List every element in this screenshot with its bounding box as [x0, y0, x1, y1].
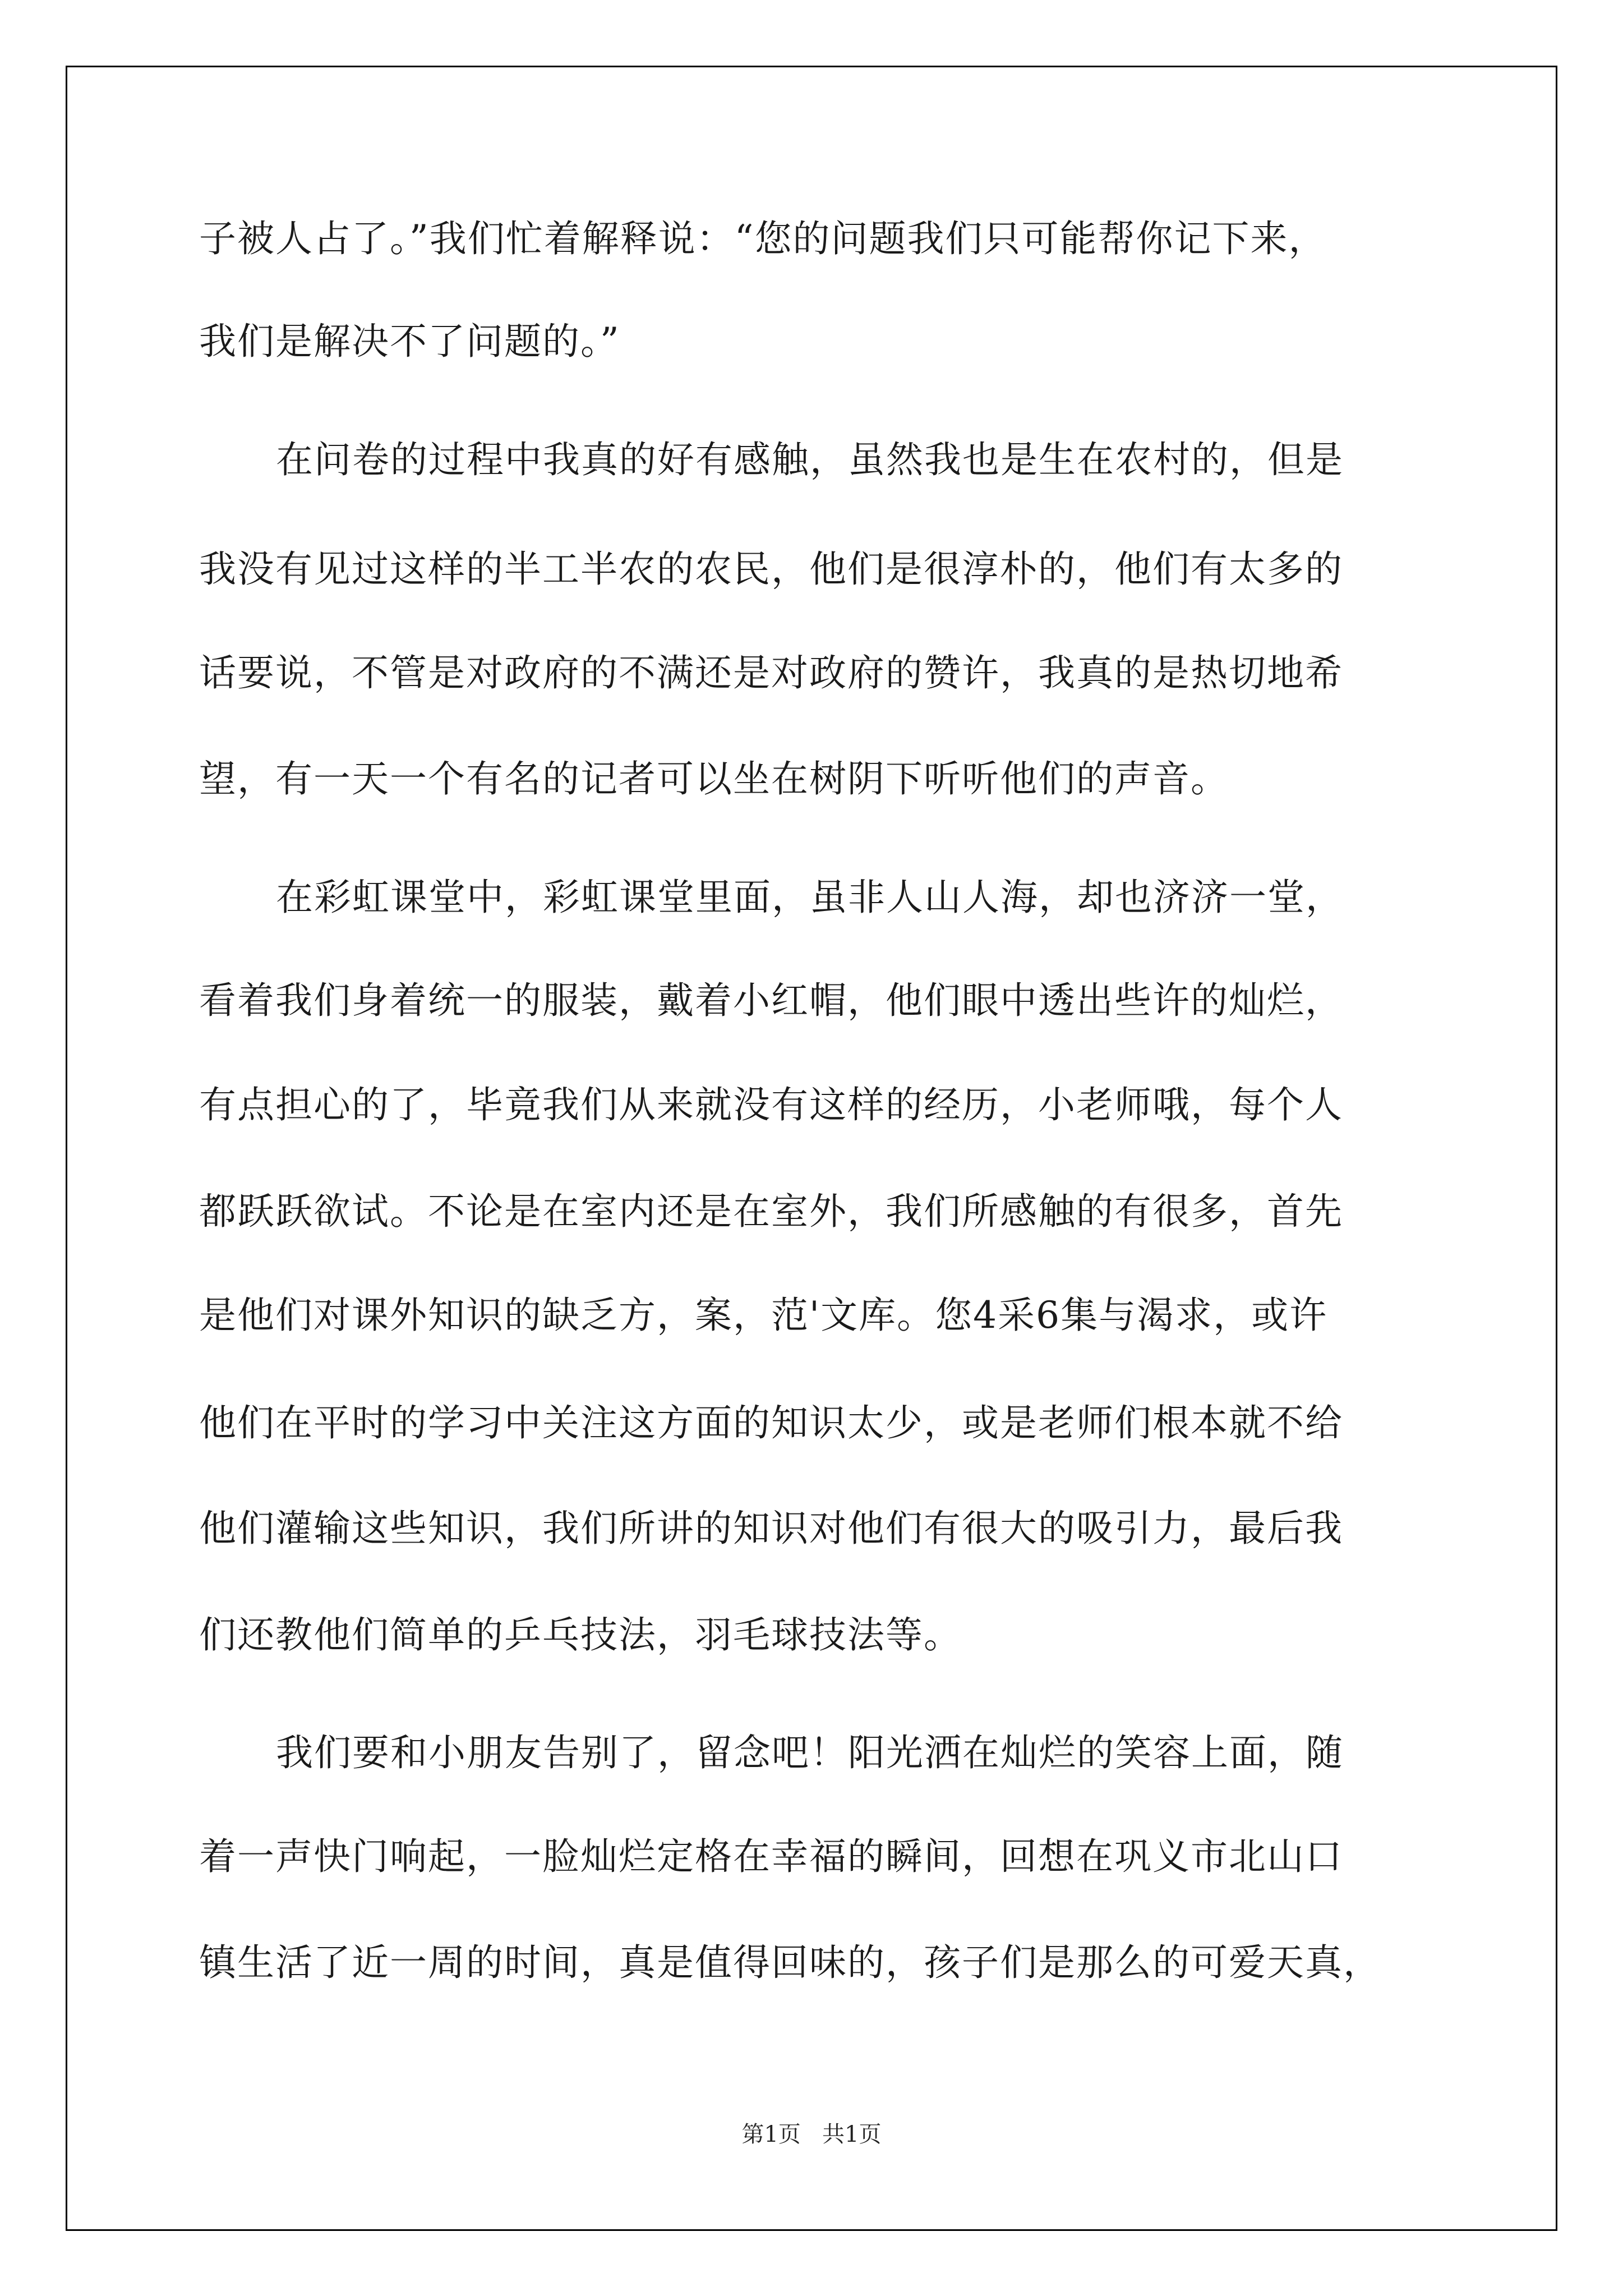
text-line: 望，有一天一个有名的记者可以坐在树阴下听听他们的声音。 — [199, 757, 1229, 800]
text-line: 看着我们身着统一的服装，戴着小红帽，他们眼中透出些许的灿烂， — [199, 979, 1343, 1022]
text-line: 都跃跃欲试。不论是在室内还是在室外，我们所感触的有很多，首先 — [199, 1190, 1343, 1233]
text-line: 有点担心的了，毕竟我们从来就没有这样的经历，小老师哦，每个人 — [199, 1083, 1343, 1126]
text-line: 在彩虹课堂中，彩虹课堂里面，虽非人山人海，却也济济一堂， — [276, 876, 1344, 919]
text-line: 镇生活了近一周的时间，真是值得回味的，孩子们是那么的可爱天真， — [199, 1941, 1381, 1984]
text-line: 着一声快门响起，一脸灿烂定格在幸福的瞬间，回想在巩义市北山口 — [199, 1835, 1343, 1878]
page-footer: 第1页 共1页 — [741, 2122, 882, 2147]
text-line: 他们灌输这些知识，我们所讲的知识对他们有很大的吸引力，最后我 — [199, 1507, 1343, 1550]
text-line: 子被人占了。”我们忙着解释说：“您的问题我们只可能帮你记下来， — [199, 217, 1327, 260]
text-line: 我没有见过这样的半工半农的农民，他们是很淳朴的，他们有太多的 — [199, 547, 1343, 591]
text-line: 我们要和小朋友告别了，留念吧！阳光洒在灿烂的笑容上面，随 — [276, 1731, 1344, 1774]
text-line: 我们是解决不了问题的。” — [199, 320, 620, 363]
page-border — [66, 66, 1557, 2231]
text-line: 是他们对课外知识的缺乏方，案，范'文库。您4采6集与渴求，或许 — [199, 1294, 1328, 1337]
text-line: 在问卷的过程中我真的好有感触，虽然我也是生在农村的，但是 — [276, 438, 1344, 481]
text-line: 们还教他们简单的乒乓技法，羽毛球技法等。 — [199, 1613, 962, 1657]
text-line: 他们在平时的学习中关注这方面的知识太少，或是老师们根本就不给 — [199, 1401, 1343, 1444]
text-line: 话要说，不管是对政府的不满还是对政府的赞许，我真的是热切地希 — [199, 651, 1343, 694]
